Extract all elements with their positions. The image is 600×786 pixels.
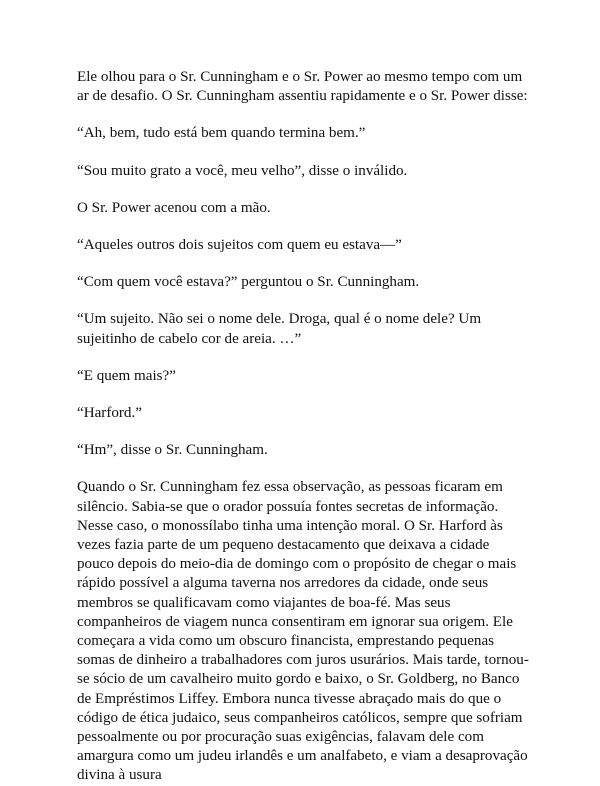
- paragraph-7: “Um sujeito. Não sei o nome dele. Droga, qual é o nome dele? Um sujeitinho de cabelo cor de areia. …”: [77, 311, 482, 347]
- paragraph-1: Ele olhou para o Sr. Cunningham e o Sr. Power ao mesmo tempo com um ar de desafio. O Sr. Cunningham assentiu rapidamente e o Sr. Power disse:: [77, 69, 528, 105]
- paragraph-10: “Hm”, disse o Sr. Cunningham.: [77, 442, 268, 459]
- paragraph-2: “Ah, bem, tudo está bem quando termina bem.”: [77, 125, 366, 142]
- paragraph-3: “Sou muito grato a você, meu velho”, disse o inválido.: [77, 162, 408, 179]
- paragraph-4: O Sr. Power acenou com a mão.: [77, 199, 271, 216]
- paragraph-8: “E quem mais?”: [77, 367, 176, 384]
- paragraph-6: “Com quem você estava?” perguntou o Sr. Cunningham.: [77, 274, 420, 291]
- paragraph-5: “Aqueles outros dois sujeitos com quem eu estava—”: [77, 237, 402, 254]
- paragraph-9: “Harford.”: [77, 405, 142, 422]
- document-page: [77, 68, 529, 786]
- paragraph-11: Quando o Sr. Cunningham fez essa observação, as pessoas ficaram em silêncio. Sabia-se que o orador possuía fontes secretas de informação. Nesse caso, o monossílabo tinha uma intenção moral. O Sr. Harford às vezes fazia parte de um pequeno destacamento que deixava a cidade pouco depois do meio-dia de domingo com o propósito de chegar o mais rápido possível a alguma taverna nos arredores da cidade, onde seus membros se qualificavam como viajantes de boa-fé. Mas seus companheiros de viagem nunca consentiram em ignorar sua origem. Ele começara a vida como um obscuro financista, emprestando pequenas somas de dinheiro a trabalhadores com juros usurários. Mais tarde, tornou-se sócio de um cavalheiro muito gordo e baixo, o Sr. Goldberg, no Banco de Empréstimos Liffey. Embora nunca tivesse abraçado mais do que o código de ética judaico, seus companheiros católicos, sempre que sofriam pessoalmente ou por procuração suas exigências, falavam dele com amargura como um judeu irlandês e um analfabeto, e viam a desaprovação divina à usura: [77, 479, 529, 784]
